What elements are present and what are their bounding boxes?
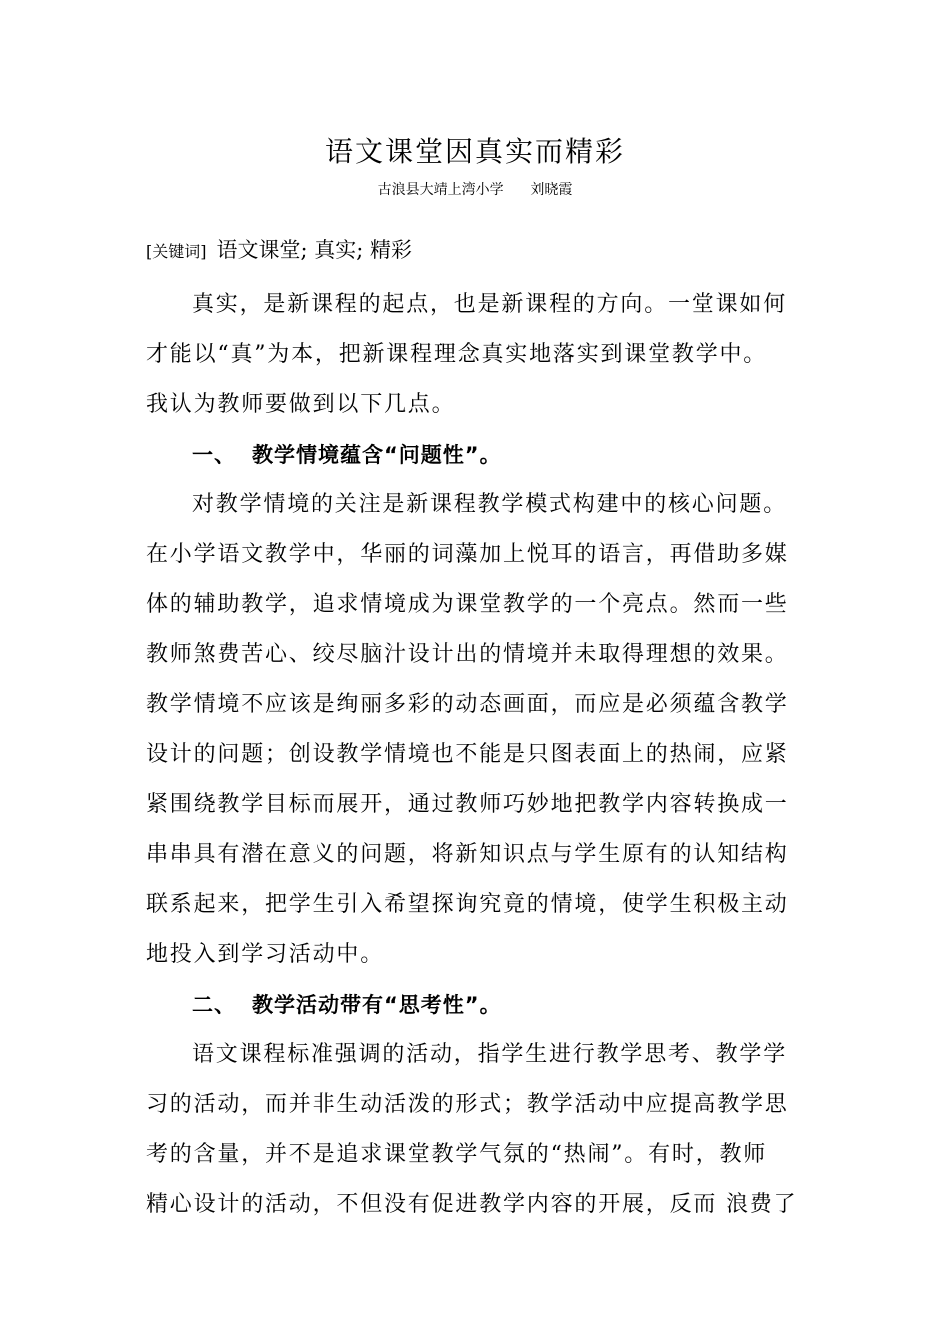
paragraph-line: 联系起来，把学生引入希望探询究竟的情境，使学生积极主动	[146, 892, 789, 917]
paragraph-line: 在小学语文教学中，华丽的词藻加上悦耳的语言，再借助多媒	[146, 542, 789, 567]
paragraph-line: 设计的问题；创设教学情境也不能是只图表面上的热闹，应紧	[146, 742, 789, 767]
document-body	[146, 280, 806, 1230]
keywords-label: [关键词]	[146, 242, 207, 261]
document-title: 语文课堂因真实而精彩	[324, 135, 625, 168]
section-number: 一、	[192, 443, 236, 467]
section-title: 教学活动带有“思考性”。	[252, 993, 502, 1017]
paragraph-line: 体的辅助教学，追求情境成为课堂教学的一个亮点。然而一些	[146, 592, 789, 617]
section-heading-1	[146, 430, 806, 480]
keywords-line	[146, 234, 826, 268]
paragraph-line: 紧围绕教学目标而展开，通过教师巧妙地把教学内容转换成一	[146, 792, 789, 817]
section-number: 二、	[192, 993, 236, 1017]
section-title: 教学情境蕴含“问题性”。	[252, 443, 502, 467]
intro-line: 才能以“真”为本，把新课程理念真实地落实到课堂教学中。	[146, 342, 768, 367]
paragraph-line: 习的活动，而并非生动活泼的形式；教学活动中应提高教学思	[146, 1092, 789, 1117]
section-heading-2	[146, 980, 806, 1030]
paragraph-line: 教学情境不应该是绚丽多彩的动态画面，而应是必须蕴含教学	[146, 692, 789, 717]
paragraph-line: 教师煞费苦心、绞尽脑汁设计出的情境并未取得理想的效果。	[146, 642, 789, 667]
keywords-values: 语文课堂; 真实; 精彩	[216, 238, 413, 262]
paragraph-line: 考的含量，并不是追求课堂教学气氛的“热闹”。有时，教师	[146, 1142, 768, 1167]
paragraph-line: 语文课程标准强调的活动，指学生进行教学思考、教学学	[192, 1042, 788, 1067]
paragraph-line: 精心设计的活动，不但没有促进教学内容的开展，反而 浪费了	[146, 1192, 798, 1217]
intro-line: 我认为教师要做到以下几点。	[146, 392, 456, 417]
paragraph-line: 地投入到学习活动中。	[146, 942, 385, 967]
intro-line: 真实，是新课程的起点，也是新课程的方向。一堂课如何	[192, 292, 788, 317]
paragraph-line: 对教学情境的关注是新课程教学模式构建中的核心问题。	[192, 492, 788, 517]
author-line: 古浪县大靖上湾小学 刘晓霞	[377, 182, 573, 198]
paragraph-line: 串串具有潜在意义的问题，将新知识点与学生原有的认知结构	[146, 842, 789, 867]
